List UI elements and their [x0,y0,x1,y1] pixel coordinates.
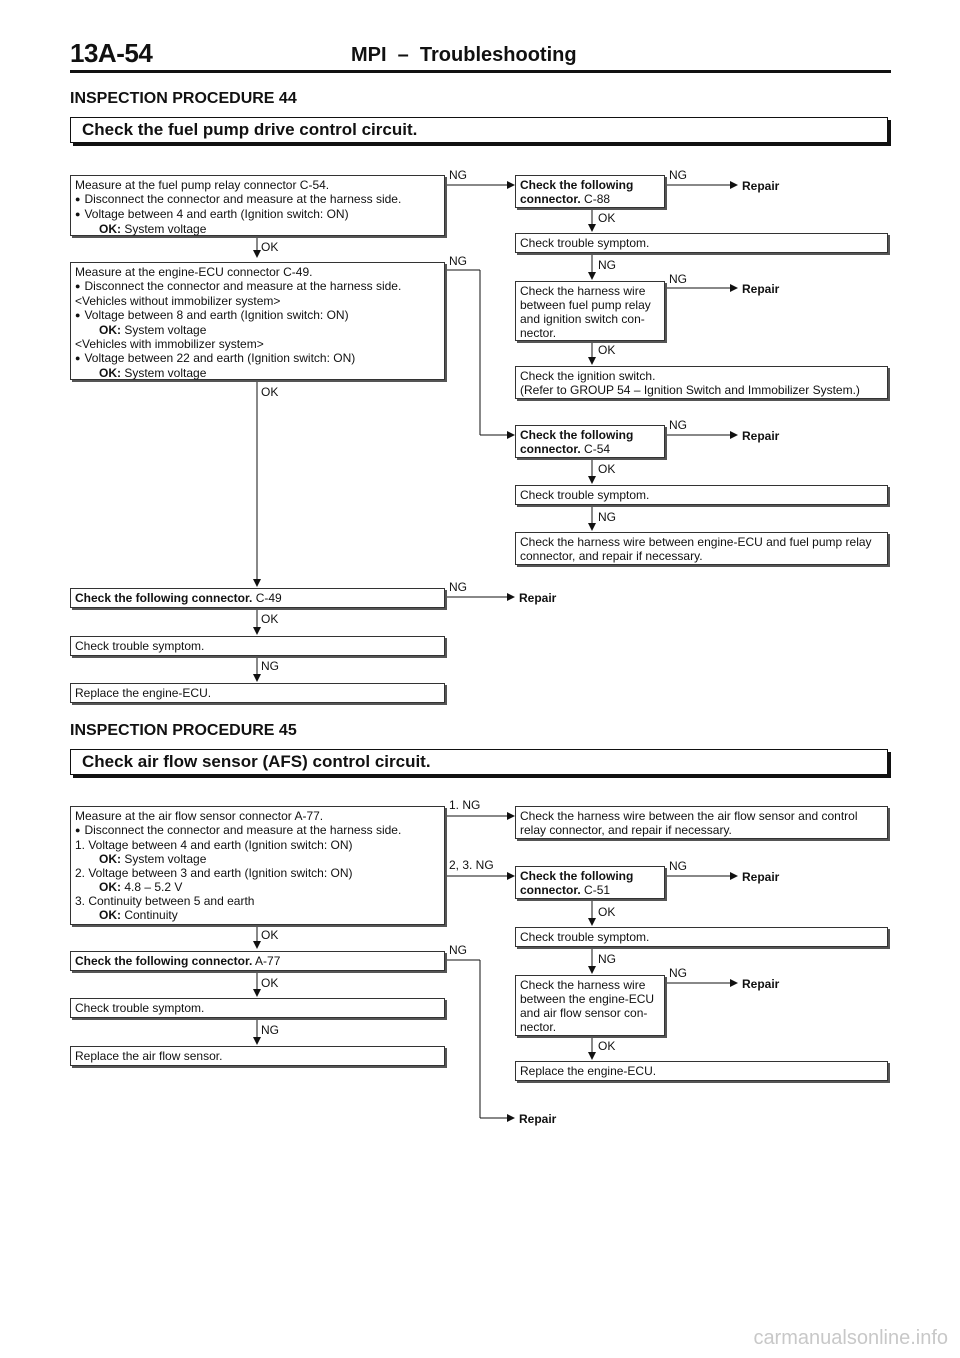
box-text: and air flow sensor con- [520,1006,648,1020]
box-text: Check the following [520,428,634,442]
ng-label: NG [669,418,687,432]
repair-label: Repair [742,179,780,193]
repair-label: Repair [519,1112,557,1126]
ng-label: NG [598,510,616,524]
ok-label: OK [598,1039,616,1053]
box-text: Check trouble symptom. [520,236,650,250]
ng-label: NG [449,168,467,182]
ng-label: NG [449,943,467,957]
box-text: ● Disconnect the connector and measure at the harness side. [75,192,440,207]
repair-label: Repair [519,591,557,605]
ok-criteria-label: OK: [99,880,121,894]
box-text: Check the following connector. [75,954,253,968]
p44-r-check-symptom-box [515,233,888,253]
box-text: and ignition switch con- [520,312,645,326]
box-text: ● Voltage between 4 and earth (Ignition switch: ON) [75,207,440,222]
procedure-45-title: INSPECTION PROCEDURE 45 [70,722,297,739]
connector-id: C-54 [584,442,611,456]
procedure-45-banner: Check air flow sensor (AFS) control circuit. [70,749,888,775]
p44-check-symptom-box [70,636,445,656]
p45-replace-ecu-box [515,1061,888,1081]
ng-label: NG [669,966,687,980]
ng-label: NG [261,659,279,673]
repair-label: Repair [742,429,780,443]
box-text: <Vehicles with immobilizer system> [75,337,264,351]
ok-criteria-value: System voltage [124,852,207,866]
connector-id: A-77 [255,954,281,968]
p45-check-harness-ecu-afs-box [515,975,665,1036]
connector-id: C-88 [584,192,611,206]
box-text: ● Disconnect the connector and measure at the harness side. [75,279,440,294]
header-title: MPI – Troubleshooting [351,44,577,66]
p44-measure-relay-box [70,175,445,236]
ok-criteria-value: System voltage [124,222,207,236]
p45-check-connector-a77-box [70,951,445,971]
ok-label: OK [598,462,616,476]
box-text: 1. Voltage between 4 and earth (Ignition switch: ON) [75,838,353,852]
box-text: Check the following connector. [75,591,253,605]
box-text: ● Disconnect the connector and measure at the harness side. [75,823,440,838]
ok-criteria-label: OK: [99,366,121,380]
box-text: <Vehicles without immobilizer system> [75,294,281,308]
box-text: nector. [520,1020,557,1034]
watermark: carmanualsonline.info [753,1327,948,1349]
box-text: Check the following [520,178,634,192]
ok-label: OK [261,976,279,990]
box-text: nector. [520,326,557,340]
box-text: between fuel pump relay [520,298,651,312]
ok-criteria-label: OK: [99,908,121,922]
box-text: connector. [520,192,581,206]
ng-label: NG [261,1023,279,1037]
p44-check-ignition-switch-box [515,366,888,399]
ok-label: OK [261,612,279,626]
box-text: Measure at the air flow sensor connector A-77. [75,809,324,823]
connector-id: C-49 [255,591,282,605]
p45-measure-afs-box [70,806,445,925]
box-text: Replace the air flow sensor. [75,1049,223,1063]
p44-replace-ecu-box [70,683,445,703]
box-text: relay connector, and repair if necessary. [520,823,732,837]
box-text: Check trouble symptom. [75,1001,205,1015]
box-text: Check the ignition switch. [520,369,656,383]
p44-check-connector-c54-box [515,425,665,458]
p45-check-harness-afs-relay-box [515,806,888,839]
ok-label: OK [598,211,616,225]
box-text: 3. Continuity between 5 and earth [75,894,255,908]
p44-check-harness-ecu-box [515,532,888,565]
ok-label: OK [261,385,279,399]
ng-label: 2, 3. NG [449,858,494,872]
p45-replace-afs-box [70,1046,445,1066]
box-text: Check the following [520,869,634,883]
ng-label: NG [449,580,467,594]
ng-label: NG [669,859,687,873]
box-text: between the engine-ECU [520,992,655,1006]
page-number: 13A-54 [70,38,153,68]
ng-label: NG [449,254,467,268]
box-text: 2. Voltage between 3 and earth (Ignition switch: ON) [75,866,353,880]
ng-label: NG [598,258,616,272]
ok-criteria-label: OK: [99,323,121,337]
ok-label: OK [261,928,279,942]
box-text: (Refer to GROUP 54 – Ignition Switch and Immobilizer System.) [520,383,860,397]
box-text: Check the harness wire [520,978,646,992]
box-text: Check the harness wire between engine-ECU and fuel pump relay [520,535,872,549]
ng-label: 1. NG [449,798,481,812]
connector-id: C-51 [584,883,611,897]
box-text: Check trouble symptom. [75,639,205,653]
box-text: ● Voltage between 22 and earth (Ignition switch: ON) [75,351,440,366]
ng-label: NG [598,952,616,966]
procedure-44-title: INSPECTION PROCEDURE 44 [70,90,297,107]
box-text: connector. [520,883,581,897]
ok-label: OK [598,905,616,919]
ok-criteria-value: System voltage [124,323,207,337]
box-text: Check trouble symptom. [520,930,650,944]
p45-check-symptom-box [70,998,445,1018]
box-text: Check the harness wire between the air flow sensor and control [520,809,858,823]
repair-label: Repair [742,870,780,884]
box-text: Check trouble symptom. [520,488,650,502]
ng-label: NG [669,272,687,286]
ok-criteria-value: 4.8 – 5.2 V [124,880,183,894]
repair-label: Repair [742,282,780,296]
box-text: Measure at the engine-ECU connector C-49. [75,265,313,279]
p44-measure-ecu-box [70,262,445,380]
box-text: Measure at the fuel pump relay connector C-54. [75,178,330,192]
ok-label: OK [598,343,616,357]
ng-label: NG [669,168,687,182]
ok-criteria-label: OK: [99,852,121,866]
ok-criteria-label: OK: [99,222,121,236]
ok-criteria-value: Continuity [124,908,178,922]
p44-r-check-symptom-2-box [515,485,888,505]
ok-criteria-value: System voltage [124,366,207,380]
procedure-44-banner: Check the fuel pump drive control circuit. [70,117,888,143]
p44-check-connector-c88-box [515,175,665,208]
p44-check-harness-relay-box [515,281,665,341]
p45-r-check-symptom-box [515,927,888,947]
p45-check-connector-c51-box [515,866,665,899]
ok-label: OK [261,240,279,254]
box-text: Check the harness wire [520,284,646,298]
repair-label: Repair [742,977,780,991]
box-text: Replace the engine-ECU. [75,686,212,700]
box-text: connector. [520,442,581,456]
box-text: ● Voltage between 8 and earth (Ignition switch: ON) [75,308,440,323]
box-text: Replace the engine-ECU. [520,1064,657,1078]
box-text: connector, and repair if necessary. [520,549,703,563]
p44-check-connector-c49-box [70,588,445,608]
